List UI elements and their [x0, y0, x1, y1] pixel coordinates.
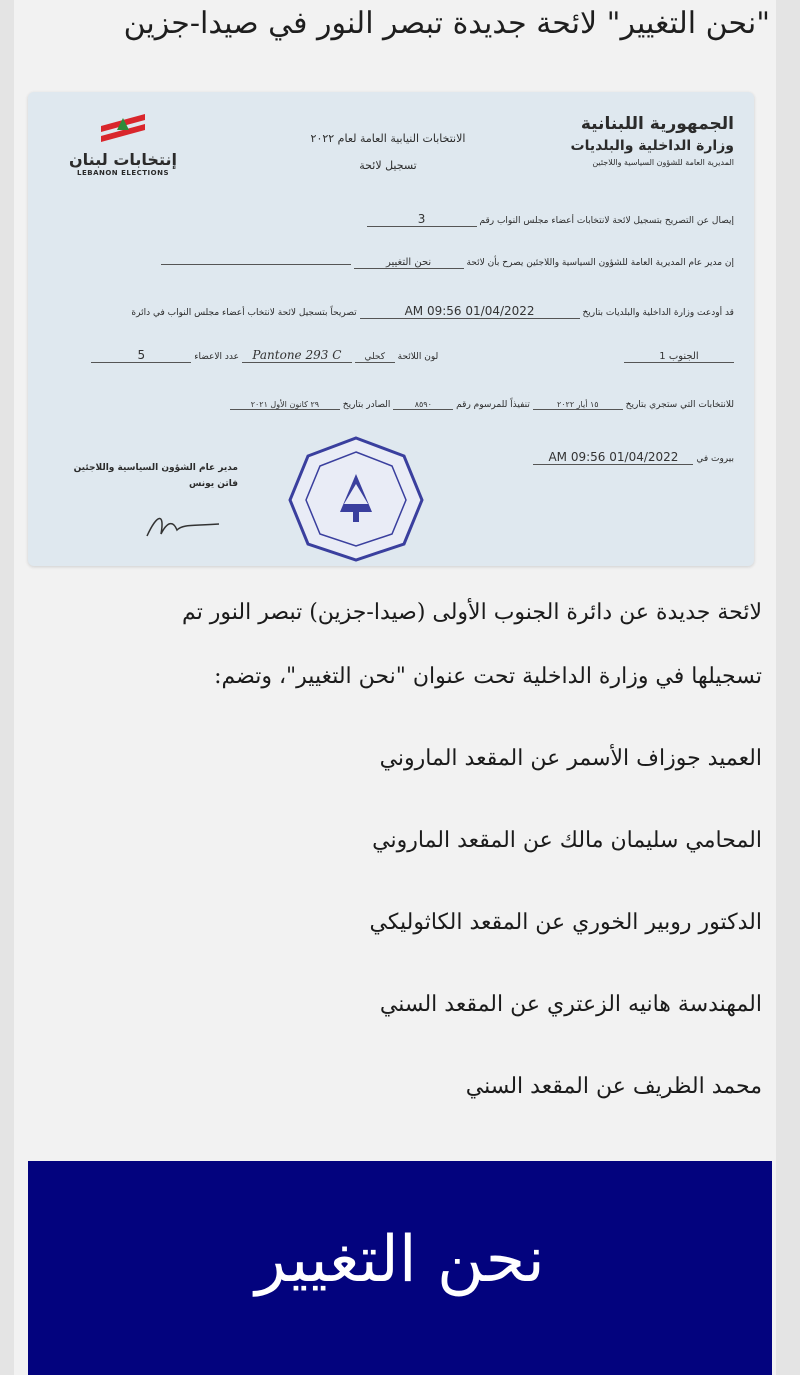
document-title	[238, 132, 538, 172]
issued-label: الصادر بتاريخ	[342, 400, 391, 410]
signer-name: فاتن يونس	[188, 479, 238, 489]
signer-block	[68, 460, 238, 492]
deposit-date: 01/04/2022 09:56 AM	[360, 304, 580, 319]
receipt-label: إيصال عن التصريح بتسجيل لائحة لانتخابات أعضاء مجلس النواب رقم	[479, 216, 734, 226]
members-count: 5	[91, 348, 191, 363]
republic-title: الجمهورية اللبنانية	[580, 114, 734, 134]
logo-arabic: إنتخابات لبنان	[69, 150, 177, 169]
district-row	[91, 348, 734, 363]
candidate-item: العميد جوزاف الأسمر عن المقعد الماروني	[379, 746, 762, 771]
blank-line	[161, 264, 351, 265]
elections-title: الانتخابات النيابية العامة لعام ٢٠٢٢	[310, 132, 466, 145]
election-date: ١٥ أيار ٢٠٢٢	[533, 400, 623, 410]
article-line-1: لائحة جديدة عن دائرة الجنوب الأولى (صيدا-جزين) تبصر النور تم	[182, 600, 762, 625]
color-label: لون اللائحة	[397, 352, 439, 362]
ministry-seal-icon	[286, 434, 426, 564]
logo-english: LEBANON ELECTIONS	[77, 169, 169, 177]
declaration-label: إن مدير عام المديرية العامة للشؤون السياسية واللاجئين يصرح بأن لائحة	[466, 258, 734, 268]
beirut-date: 01/04/2022 09:56 AM	[533, 450, 693, 465]
registration-document-image	[28, 92, 754, 566]
banner-title: نحن التغيير	[255, 1223, 545, 1297]
declaration-purpose: تصريحاً بتسجيل لائحة لانتخاب أعضاء مجلس النواب في دائرة	[131, 308, 357, 318]
beirut-label: بيروت في	[696, 454, 734, 464]
right-edge	[776, 0, 800, 1375]
list-name: نحن التغيير	[354, 257, 464, 269]
list-banner	[28, 1161, 772, 1375]
receipt-row	[367, 212, 734, 227]
elections-label: للانتخابات التي ستجري بتاريخ	[625, 400, 734, 410]
flag-icon	[93, 110, 153, 148]
signature-icon	[143, 504, 223, 544]
headline: "نحن التغيير" لائحة جديدة تبصر النور في صيدا-جزين	[123, 6, 770, 41]
candidate-item: محمد الظريف عن المقعد السني	[465, 1074, 762, 1099]
declaration-row	[161, 257, 734, 269]
candidate-item: الدكتور روبير الخوري عن المقعد الكاثوليكي	[369, 910, 762, 935]
issued-date: ٢٩ كانون الأول ٢٠٢١	[230, 400, 340, 410]
directorate-title: المديرية العامة للشؤون السياسية واللاجئين	[592, 158, 734, 167]
beirut-row	[533, 450, 734, 465]
decree-number: ٨٥٩٠	[393, 400, 453, 410]
document-header	[571, 114, 734, 167]
deposited-label: قد أودعت وزارة الداخلية والبلديات بتاريخ	[582, 308, 734, 318]
deposit-row	[131, 304, 734, 319]
registration-title: تسجيل لائحة	[359, 159, 417, 172]
signer-title: مدير عام الشؤون السياسية واللاجئين	[73, 463, 238, 473]
color-word: كحلي	[355, 352, 395, 363]
election-row	[230, 400, 734, 410]
article-line-2: تسجيلها في وزارة الداخلية تحت عنوان "نحن التغيير"، وتضم:	[214, 664, 762, 689]
district: الجنوب 1	[624, 351, 734, 363]
color-value: Pantone 293 C	[242, 348, 352, 363]
members-label: عدد الاعضاء	[194, 352, 239, 362]
lebanon-elections-logo	[58, 110, 188, 177]
receipt-number: 3	[367, 212, 477, 227]
candidate-item: المهندسة هانيه الزعتري عن المقعد السني	[379, 992, 762, 1017]
left-edge	[0, 0, 14, 1375]
ministry-title: وزارة الداخلية والبلديات	[570, 138, 734, 154]
candidate-item: المحامي سليمان مالك عن المقعد الماروني	[372, 828, 762, 853]
decree-label: تنفيذاً للمرسوم رقم	[456, 400, 530, 410]
